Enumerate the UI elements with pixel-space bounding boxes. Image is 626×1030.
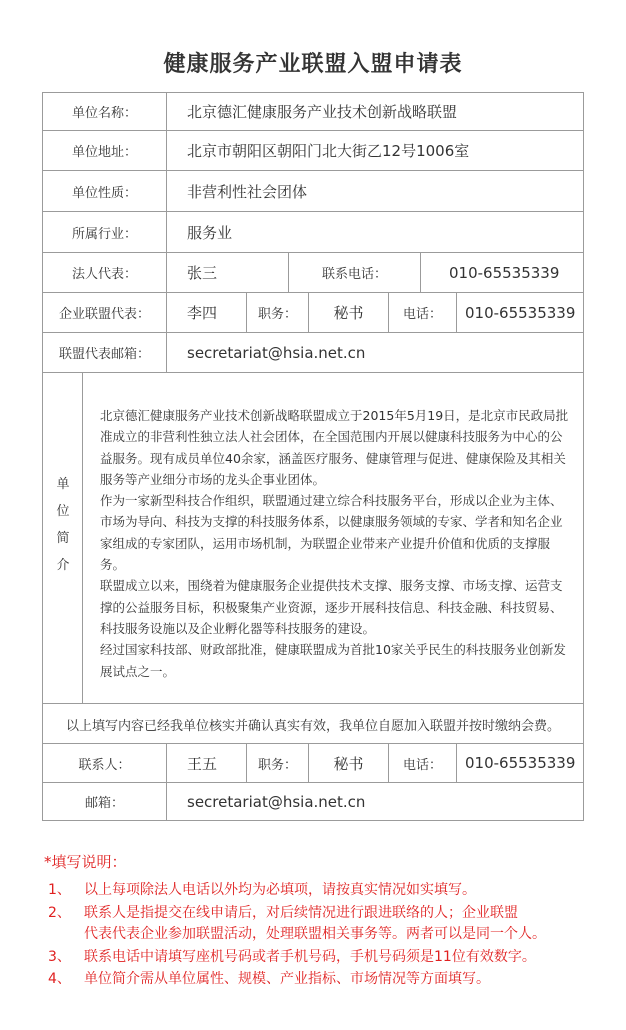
contact-person-value[interactable]: 王五 [167,744,247,782]
notes-title: *填写说明： [44,853,127,871]
contact-tel-value[interactable]: 010-65535339 [465,754,576,772]
email-value[interactable]: secretariat@hsia.net.cn [187,792,366,811]
legal-rep-value[interactable]: 张三 [167,253,289,292]
note-item [0,903,626,945]
note-text: 联系电话中请填写座机号码或者手机号码，手机号码须是11位有效数字。 [84,949,536,965]
rep-email-label: 联盟代表邮箱： [43,333,167,372]
address-label: 单位地址： [43,131,167,170]
note-item [0,969,626,989]
address-row [43,131,583,171]
intro-side-char: 位 [56,504,70,519]
rep-email-row [43,333,583,373]
rep-email-value[interactable]: secretariat@hsia.net.cn [187,343,366,362]
nature-value[interactable]: 非营利性社会团体 [187,182,308,201]
contact-position-value[interactable]: 秘书 [309,744,389,782]
industry-row [43,212,583,253]
intro-paragraph: 作为一家新型科技合作组织，联盟通过建立综合科技服务平台，形成以企业为主体、市场为导向、科技为支撑的科技服务体系，以健康服务领域的专家、学者和知名企业家组成的专家团队，运用市场机制，为联盟企业带来产业提升价值和优质的支撑服务。 [100,493,563,573]
address-value[interactable]: 北京市朝阳区朝阳门北大街乙12号1006室 [187,142,470,160]
alliance-rep-label: 企业联盟代表： [43,293,167,332]
email-row [43,783,583,820]
alliance-rep-value[interactable]: 李四 [167,293,247,332]
page-title: 健康服务产业联盟入盟申请表 [163,52,463,77]
email-label: 邮箱： [43,783,167,820]
note-number: 1、 [48,882,71,898]
industry-value[interactable]: 服务业 [187,223,233,242]
alliance-rep-row [43,293,583,333]
intro-side-label [43,373,83,703]
note-text: 联系人是指提交在线申请后，对后续情况进行跟进联络的人；企业联盟 [84,905,518,921]
legal-rep-row [43,253,583,293]
industry-label: 所属行业： [43,212,167,252]
note-text: 以上每项除法人电话以外均为必填项，请按真实情况如实填写。 [84,882,476,898]
note-item [0,947,626,967]
unit-name-row [43,93,583,131]
contact-position-label: 职务： [247,744,309,782]
intro-side-char: 简 [56,531,70,546]
note-number: 2、 [48,905,71,921]
phone-value[interactable]: 010-65535339 [465,303,576,322]
contact-person-row [43,744,583,783]
intro-paragraph: 联盟成立以来，围绕着为健康服务企业提供技术支撑、服务支撑、市场支撑、运营支撑的公益服务目标，积极聚集产业资源，逐步开展科技信息、科技金融、科技贸易、科技服务设施以及企业孵化器等科技服务的建设。 [100,578,563,636]
contact-tel-label: 电话： [389,744,457,782]
note-text: 单位简介需从单位属性、规模、产业指标、市场情况等方面填写。 [84,971,490,987]
application-form [42,92,584,821]
intro-textarea[interactable] [100,405,572,682]
intro-paragraph: 北京德汇健康服务产业技术创新战略联盟成立于2015年5月19日，是北京市民政局批准成立的非营利性独立法人社会团体，在全国范围内开展以健康科技服务为中心的公益服务。现有成员单位40余家，涵盖医疗服务、健康管理与促进、健康保险及其相关服务等产业细分市场的龙头企事业团体。 [100,408,569,487]
contact-phone-value[interactable]: 010-65535339 [449,263,560,282]
intro-paragraph: 经过国家科技部、财政部批准，健康联盟成为首批10家关乎民生的科技服务业创新发展试点之一。 [100,642,566,679]
note-text: 代表代表企业参加联盟活动，处理联盟相关事务等。两者可以是同一个人。 [84,926,546,942]
nature-row [43,171,583,212]
note-number: 4、 [48,971,71,987]
intro-side-char: 单 [56,477,70,492]
note-item [0,880,626,900]
phone-label: 电话： [389,293,457,332]
unit-name-value[interactable]: 北京德汇健康服务产业技术创新战略联盟 [187,103,458,121]
confirm-statement: 以上填写内容已经我单位核实并确认真实有效，我单位自愿加入联盟并按时缴纳会费。 [65,719,560,734]
nature-label: 单位性质： [43,171,167,211]
contact-person-label: 联系人： [43,744,167,782]
intro-side-char: 介 [56,558,70,573]
intro-row [43,373,583,704]
position-label: 职务： [247,293,309,332]
note-number: 3、 [48,949,71,965]
confirm-row [43,704,583,744]
legal-rep-label: 法人代表： [43,253,167,292]
contact-phone-label: 联系电话： [289,253,421,292]
position-value[interactable]: 秘书 [309,293,389,332]
unit-name-label: 单位名称： [43,93,167,130]
